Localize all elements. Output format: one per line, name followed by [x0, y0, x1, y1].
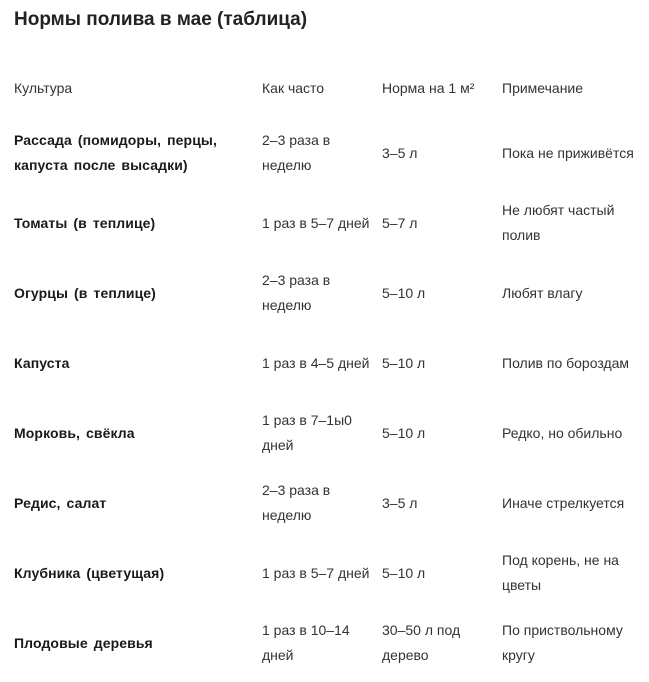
cell-note: Иначе стрелкуется — [502, 494, 625, 511]
cell-frequency: 2–3 раза в неделю — [262, 132, 331, 173]
cell-frequency: 1 раз в 5–7 дней — [262, 214, 370, 231]
cell-note: По приствольному кругу — [502, 622, 623, 663]
cell-frequency: 2–3 раза в неделю — [262, 272, 331, 313]
table-row — [14, 538, 644, 608]
table-row — [14, 468, 644, 538]
cell-note: Полив по бороздам — [502, 354, 630, 371]
cell-note: Не любят частый полив — [502, 202, 615, 243]
cell-note: Под корень, не на цветы — [502, 552, 619, 593]
cell-crop: Капуста — [14, 354, 70, 371]
table-header-row — [14, 58, 644, 118]
cell-norm: 3–5 л — [382, 494, 418, 511]
table-row — [14, 258, 644, 328]
cell-crop: Плодовые деревья — [14, 634, 153, 651]
page-title: Нормы полива в мае (таблица) — [14, 9, 308, 30]
cell-norm: 5–7 л — [382, 214, 418, 231]
header-crop: Культура — [14, 79, 73, 96]
cell-frequency: 1 раз в 5–7 дней — [262, 564, 370, 581]
cell-frequency: 2–3 раза в неделю — [262, 482, 331, 523]
cell-norm: 30–50 л под дерево — [382, 622, 461, 663]
header-norm: Норма на 1 м² — [382, 79, 475, 96]
cell-note: Пока не приживётся — [502, 144, 634, 161]
cell-crop: Томаты (в теплице) — [14, 214, 156, 231]
header-note: Примечание — [502, 79, 584, 96]
cell-crop: Морковь, свёкла — [14, 424, 135, 441]
table-row — [14, 398, 644, 468]
cell-norm: 5–10 л — [382, 354, 426, 371]
table-row — [14, 188, 644, 258]
watering-norms-table — [14, 58, 644, 678]
cell-frequency: 1 раз в 4–5 дней — [262, 354, 370, 371]
cell-frequency: 1 раз в 7–1ы0 дней — [262, 412, 352, 453]
cell-crop: Рассада (помидоры, перцы, капуста после высадки) — [14, 132, 217, 173]
cell-norm: 5–10 л — [382, 284, 426, 301]
table-row — [14, 118, 644, 188]
cell-crop: Клубника (цветущая) — [14, 564, 165, 581]
cell-crop: Редис, салат — [14, 494, 107, 511]
header-frequency: Как часто — [262, 79, 325, 96]
table-row — [14, 608, 644, 678]
cell-norm: 5–10 л — [382, 424, 426, 441]
cell-norm: 5–10 л — [382, 564, 426, 581]
cell-note: Любят влагу — [502, 284, 583, 301]
cell-note: Редко, но обильно — [502, 424, 623, 441]
cell-norm: 3–5 л — [382, 144, 418, 161]
cell-frequency: 1 раз в 10–14 дней — [262, 622, 350, 663]
table-row — [14, 328, 644, 398]
cell-crop: Огурцы (в теплице) — [14, 284, 156, 301]
